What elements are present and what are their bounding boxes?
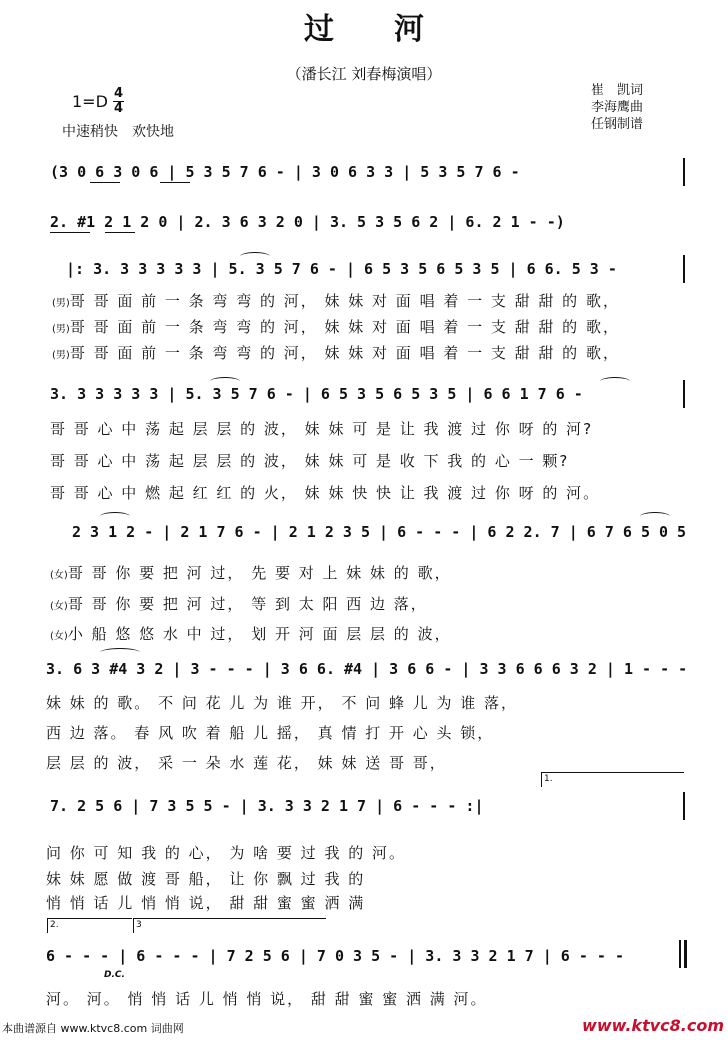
lyric-verse4-c: 层 层 的 波， 采 一 朵 水 莲 花， 妹 妹 送 哥 哥， (46, 754, 447, 772)
score-row-3: |: 3. 3 3 3 3 3 | 5. 3 5 7 6 - | 6 5 3 5 6 5 3 5 | 6 6. 5 3 - (66, 260, 617, 278)
slur (240, 252, 270, 261)
song-title: 过河 (304, 12, 484, 47)
lyric-verse2-a: 哥 哥 心 中 荡 起 层 层 的 波， 妹 妹 可 是 让 我 渡 过 你 呀 的 河? (50, 420, 594, 438)
site-watermark-logo[interactable]: www.ktvc8.com (582, 1016, 724, 1035)
lyric-line (52, 290, 620, 311)
da-capo-mark: D.C. (104, 970, 125, 980)
lyric-verse4-a: 妹 妹 的 歌。 不 问 花 儿 为 谁 开， 不 问 蜂 儿 为 谁 落， (46, 694, 519, 712)
barline-end-row4 (683, 380, 685, 408)
lyric-verse4-b: 西 边 落。 春 风 吹 着 船 儿 摇， 真 情 打 开 心 头 锁， (46, 724, 495, 742)
lyric-verse3-a: 哥 哥 你 要 把 河 过， 先 要 对 上 妹 妹 的 歌， (67, 564, 452, 582)
voice-tag-female: (女) (50, 570, 68, 581)
voice-tag-male: (男) (52, 298, 70, 309)
voice-tag-male: (男) (52, 324, 70, 335)
score-row-1: (3 0 6 3 0 6 | 5 3 5 7 6 - | 3 0 6 3 3 | 5 3 5 7 6 - (50, 163, 520, 181)
lyric-verse5-b: 妹 妹 愿 做 渡 哥 船， 让 你 飘 过 我 的 (46, 870, 366, 888)
lyric-verse6: 河。 河。 悄 悄 话 儿 悄 悄 说， 甜 甜 蜜 蜜 洒 满 河。 (46, 990, 488, 1008)
volta-1: 1. (541, 772, 684, 787)
key-signature: 1=D (72, 92, 108, 111)
lyric-verse1-b: 哥 哥 面 前 一 条 弯 弯 的 河， 妹 妹 对 面 唱 着 一 支 甜 甜 的 歌， (69, 318, 620, 336)
lyric-verse1-a: 哥 哥 面 前 一 条 弯 弯 的 河， 妹 妹 对 面 唱 着 一 支 甜 甜 的 歌， (69, 292, 620, 310)
final-barline-thick (684, 940, 687, 968)
credit-lyricist: 崔 凯词 (591, 83, 644, 98)
score-row-7: 7. 2 5 6 | 7 3 5 5 - | 3. 3 3 2 1 7 | 6 - - - :| (50, 797, 484, 815)
voice-tag-female: (女) (50, 631, 68, 642)
beam (160, 182, 190, 183)
slur (100, 512, 130, 521)
lyric-line (50, 593, 428, 614)
time-signature (113, 88, 124, 115)
lyric-line (50, 562, 452, 583)
beam (90, 182, 120, 183)
lyric-verse5-c: 悄 悄 话 儿 悄 悄 说， 甜 甜 蜜 蜜 洒 满 (46, 894, 366, 912)
meter-top: 4 (113, 86, 124, 101)
volta-2: 2. (47, 918, 132, 933)
lyric-verse1-c: 哥 哥 面 前 一 条 弯 弯 的 河， 妹 妹 对 面 唱 着 一 支 甜 甜 的 歌， (69, 344, 620, 362)
lyric-line (52, 316, 620, 337)
slur (600, 377, 630, 386)
score-row-2: 2. #1 2 1 2 0 | 2. 3 6 3 2 0 | 3. 5 3 5 6 2 | 6. 2 1 - -) (50, 213, 565, 231)
song-subtitle: （潘长江 刘春梅演唱） (286, 65, 442, 83)
score-row-8: 6 - - - | 6 - - - | 7 2 5 6 | 7 0 3 5 - | 3. 3 3 2 1 7 | 6 - - - (46, 947, 624, 965)
slur (100, 648, 140, 657)
lyric-verse2-c: 哥 哥 心 中 燃 起 红 红 的 火， 妹 妹 快 快 让 我 渡 过 你 呀 的 河。 (50, 484, 601, 502)
lyric-verse2-b: 哥 哥 心 中 荡 起 层 层 的 波， 妹 妹 可 是 收 下 我 的 心 一 颗? (50, 452, 570, 470)
score-row-5: 2 3 1 2 - | 2 1 7 6 - | 2 1 2 3 5 | 6 - - - | 6 2 2. 7 | 6 7 6 5 0 5 (72, 523, 687, 541)
credit-transcriber: 任钢制谱 (591, 117, 644, 132)
lyric-verse3-c: 小 船 悠 悠 水 中 过， 划 开 河 面 层 层 的 波， (67, 625, 452, 643)
voice-tag-female: (女) (50, 601, 68, 612)
slur (210, 377, 240, 386)
slur (640, 512, 670, 521)
meter-bottom: 4 (113, 101, 124, 116)
volta-3: 3 (133, 918, 326, 933)
barline-end-row1 (683, 158, 685, 186)
tempo-marking: 中速稍快 欢快地 (62, 124, 174, 140)
lyric-line (52, 342, 620, 363)
lyric-verse3-b: 哥 哥 你 要 把 河 过， 等 到 太 阳 西 边 落， (67, 595, 428, 613)
score-row-6: 3. 6 3 #4 3 2 | 3 - - - | 3 6 6. #4 | 3 6 6 - | 3 3 6 6 6 3 2 | 1 - - - (46, 660, 688, 678)
beam (50, 232, 90, 233)
lyric-line (50, 623, 452, 644)
voice-tag-male: (男) (52, 350, 70, 361)
barline-end-row3 (683, 255, 685, 283)
source-credit: 本曲谱源自 www.ktvc8.com 词曲网 (2, 1022, 184, 1035)
beam (105, 232, 135, 233)
score-row-4: 3. 3 3 3 3 3 | 5. 3 5 7 6 - | 6 5 3 5 6 5 3 5 | 6 6 1 7 6 - (50, 385, 583, 403)
credit-composer: 李海鹰曲 (591, 100, 644, 115)
barline-repeat-end (683, 792, 685, 820)
final-barline-thin (679, 940, 681, 968)
lyric-verse5-a: 问 你 可 知 我 的 心， 为 啥 要 过 我 的 河。 (46, 844, 406, 862)
